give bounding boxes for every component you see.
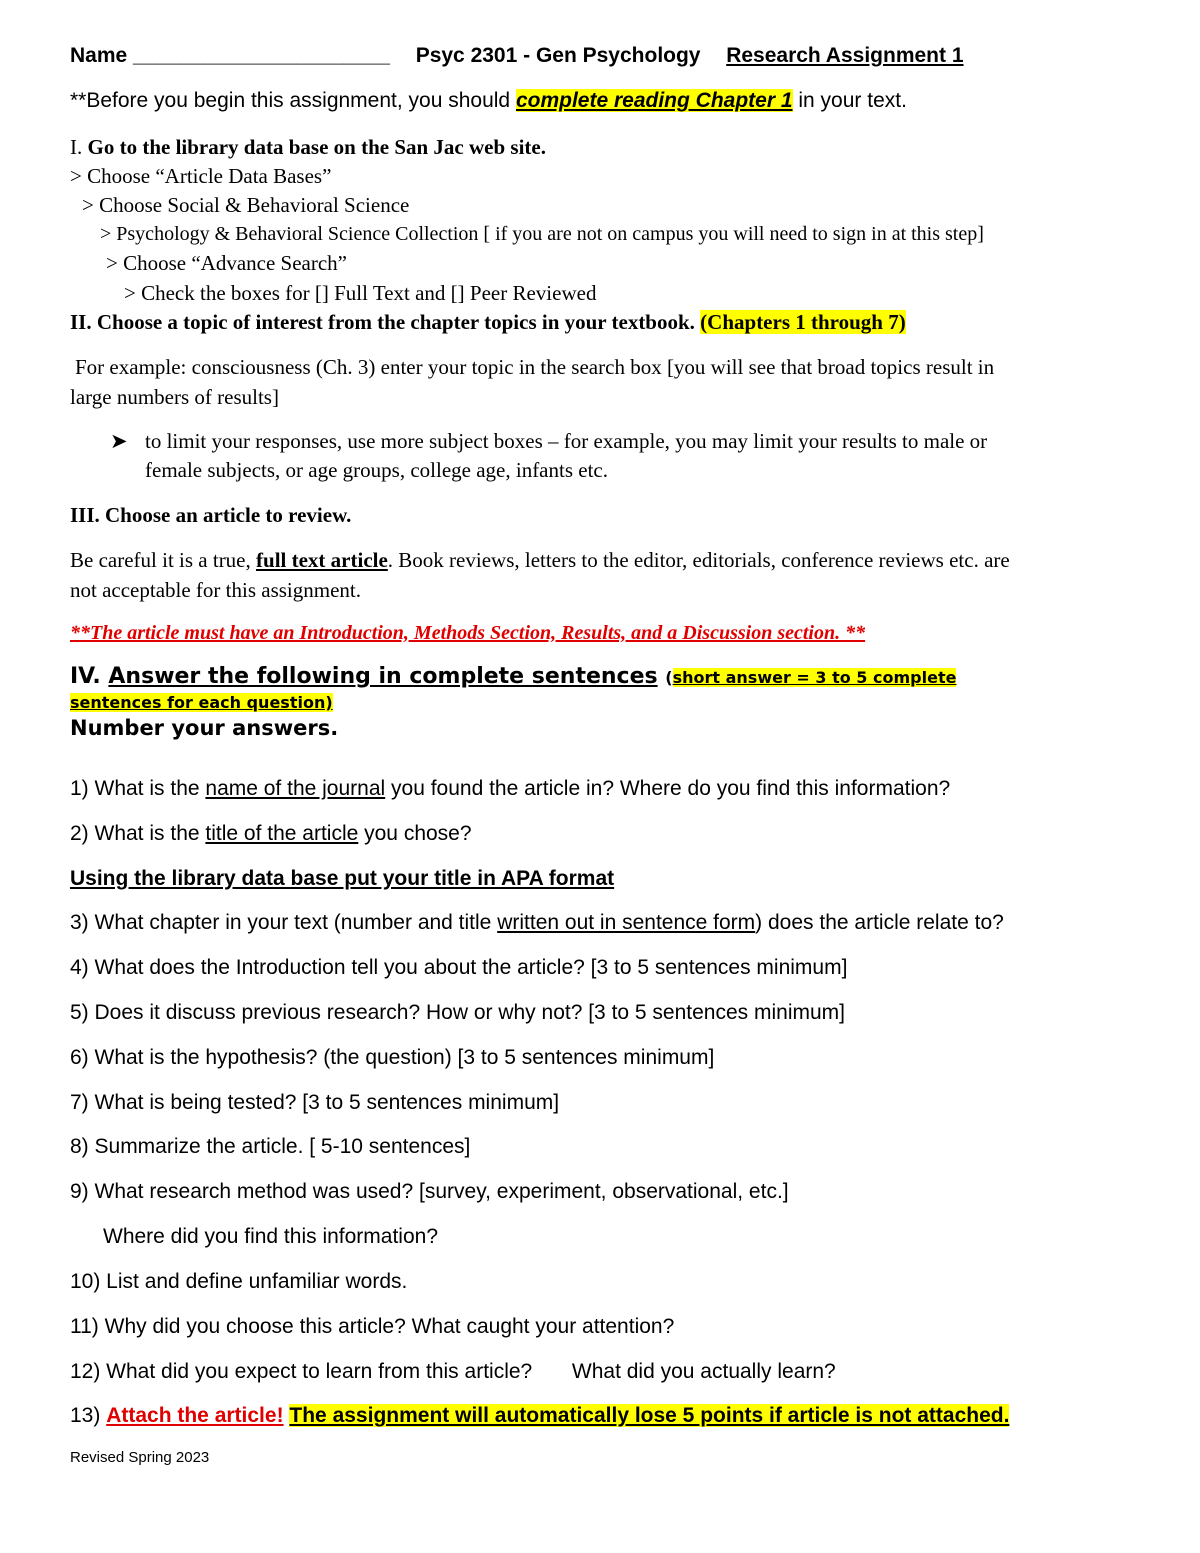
question-13 (70, 1404, 1009, 1428)
q13-attach: Attach the article! (106, 1404, 284, 1427)
step-5: > Check the boxes for [] Full Text and [] Peer Reviewed (124, 281, 597, 305)
question-6: 6) What is the hypothesis? (the question) [3 to 5 sentences minimum] (70, 1046, 715, 1069)
section2-heading (70, 310, 906, 335)
step-1: > Choose “Article Data Bases” (70, 164, 332, 188)
question-11: 11) Why did you choose this article? What caught your attention? (70, 1315, 675, 1338)
intro-line (70, 89, 907, 113)
question-1 (70, 777, 950, 801)
name-blank: ______________________ (133, 44, 390, 67)
q12-part-b: What did you actually learn? (571, 1360, 836, 1383)
question-3 (70, 911, 1004, 935)
question-8: 8) Summarize the article. [ 5-10 sentences] (70, 1135, 471, 1158)
question-12 (70, 1360, 836, 1384)
article-requirement-warning: **The article must have an Introduction, Methods Section, Results, and a Discussion section. ** (70, 622, 866, 644)
section4-numeral: IV. (70, 664, 101, 689)
q1-underlined: name of the journal (205, 777, 386, 800)
section1-heading (70, 135, 546, 160)
assignment-title: Research Assignment 1 (726, 44, 964, 67)
question-4: 4) What does the Introduction tell you about the article? [3 to 5 sentences minimum] (70, 956, 848, 979)
arrow-bullet-icon: ➤ (110, 429, 128, 453)
careful-line-2: not acceptable for this assignment. (70, 578, 361, 602)
q3-post: ) does the article relate to? (755, 911, 1004, 934)
step-2: > Choose Social & Behavioral Science (82, 193, 410, 217)
section2-heading-text: II. Choose a topic of interest from the chapter topics in your textbook. (70, 310, 695, 334)
q13-warning: The assignment will automatically lose 5 points if article is not attached. (289, 1404, 1010, 1427)
careful-line-1 (70, 548, 1010, 573)
question-7: 7) What is being tested? [3 to 5 sentences minimum] (70, 1091, 560, 1114)
careful-emphasis: full text article (256, 548, 388, 572)
q1-pre: 1) What is the (70, 777, 206, 800)
section2-chapters: (Chapters 1 through 7) (700, 310, 906, 334)
header-line (70, 44, 964, 68)
section3-heading: III. Choose an article to review. (70, 503, 352, 527)
intro-after: in your text. (792, 89, 907, 112)
bullet-line-2: female subjects, or age groups, college age, infants etc. (145, 458, 608, 482)
q1-post: you found the article in? Where do you find this information? (385, 777, 951, 800)
intro-before: **Before you begin this assignment, you should (70, 89, 516, 112)
number-answers: Number your answers. (70, 716, 339, 740)
section4-heading-text: Answer the following in complete sentences (108, 664, 658, 689)
q2-post: you chose? (358, 822, 472, 845)
revised-date: Revised Spring 2023 (70, 1449, 210, 1466)
question-9: 9) What research method was used? [survey, experiment, observational, etc.] (70, 1180, 789, 1203)
section4-note-line-2: sentences for each question) (70, 693, 333, 712)
section1-heading-text: Go to the library data base on the San Jac web site. (87, 135, 546, 159)
careful-after: . Book reviews, letters to the editor, editorials, conference reviews etc. are (387, 548, 1010, 572)
step-4: > Choose “Advance Search” (106, 251, 347, 275)
question-10: 10) List and define unfamiliar words. (70, 1270, 408, 1293)
q3-underlined: written out in sentence form (497, 911, 756, 934)
question-5: 5) Does it discuss previous research? How or why not? [3 to 5 sentences minimum] (70, 1001, 846, 1024)
question-9-sub: Where did you find this information? (103, 1225, 439, 1248)
section4-note-line-1: short answer = 3 to 5 complete (672, 668, 957, 687)
q3-pre: 3) What chapter in your text (number and title (70, 911, 498, 934)
course-title: Psyc 2301 - Gen Psychology (415, 44, 701, 67)
q13-number: 13) (70, 1404, 107, 1427)
section1-numeral: I. (70, 135, 83, 159)
q2-pre: 2) What is the (70, 822, 206, 845)
apa-instruction: Using the library data base put your title in APA format (70, 867, 615, 890)
bullet-line-1: to limit your responses, use more subject boxes – for example, you may limit your results to male or (145, 429, 988, 453)
section4-heading: IV. Answer the following in complete sentences (short answer = 3 to 5 complete (70, 664, 957, 689)
careful-before: Be careful it is a true, (70, 548, 257, 572)
intro-highlight: complete reading Chapter 1 (515, 89, 793, 112)
q2-underlined: title of the article (205, 822, 359, 845)
step-3: > Psychology & Behavioral Science Collection [ if you are not on campus you will need to sign in at this step] (100, 223, 984, 245)
example-line-2: large numbers of results] (70, 385, 279, 409)
question-2 (70, 822, 472, 846)
q12-part-a: 12) What did you expect to learn from this article? (70, 1360, 533, 1383)
name-label: Name (70, 44, 128, 67)
example-line-1: For example: consciousness (Ch. 3) enter your topic in the search box [you will see that broad topics result in (75, 355, 995, 379)
